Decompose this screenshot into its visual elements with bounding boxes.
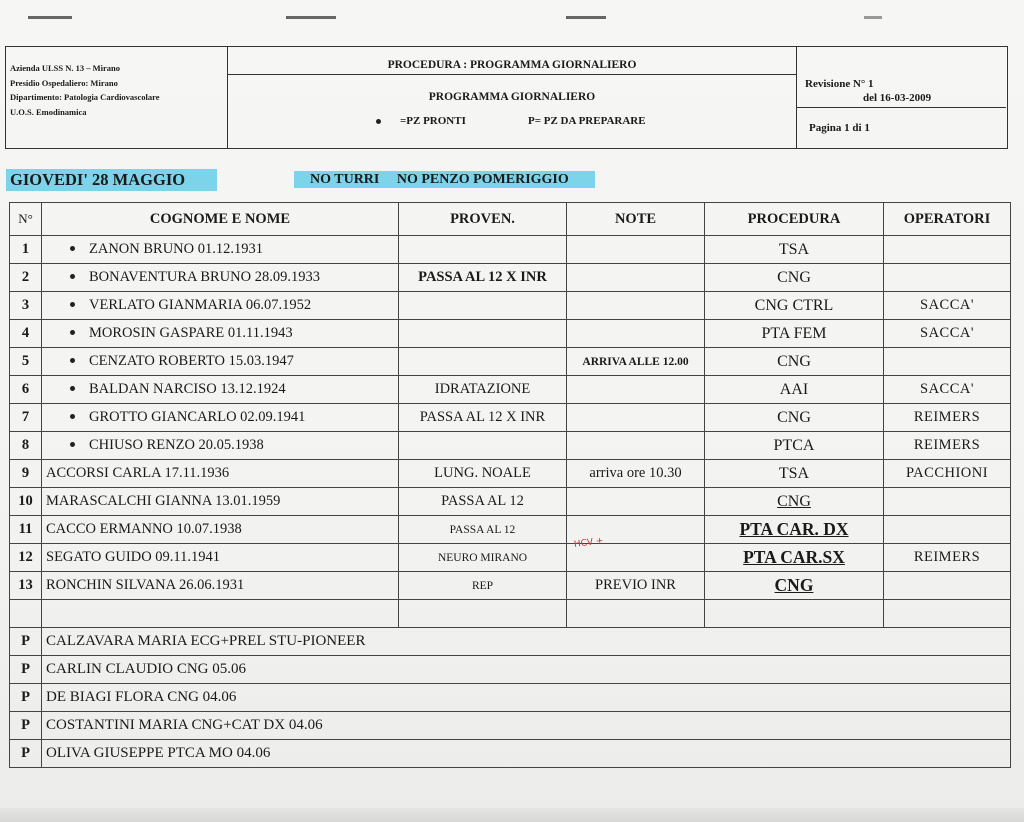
prep-mark: P [10, 712, 42, 740]
prep-row [10, 740, 1011, 768]
row-number: 2 [10, 264, 42, 292]
provenance-cell: PASSA AL 12 X INR [399, 264, 567, 292]
procedure-cell: CNG [705, 572, 884, 600]
bullet-icon [70, 274, 75, 279]
table-row [10, 572, 1011, 600]
provenance-cell: NEURO MIRANO [399, 544, 567, 572]
table-row [10, 264, 1011, 292]
handwritten-note: HCV + [573, 535, 605, 551]
note-cell [567, 404, 705, 432]
note-cell: PREVIO INR [567, 572, 705, 600]
patient-name: ZANON BRUNO 01.12.1931 [89, 241, 263, 257]
scan-edge [0, 808, 1024, 822]
provenance-cell [399, 236, 567, 264]
operator-cell: SACCA' [884, 320, 1011, 348]
table-row-empty [10, 600, 1011, 628]
day-notes [294, 172, 595, 194]
provenance-cell: PASSA AL 12 [399, 516, 567, 544]
day-title [6, 170, 217, 194]
col-operators: OPERATORI [884, 203, 1011, 236]
table-row [10, 432, 1011, 460]
col-note: NOTE [567, 203, 705, 236]
institution-line: Presidio Ospedaliero: Mirano [10, 77, 118, 88]
table-row [10, 320, 1011, 348]
procedure-cell: PTA CAR. DX [705, 516, 884, 544]
patient-name: CENZATO ROBERTO 15.03.1947 [89, 353, 294, 369]
procedure-title: PROCEDURA : PROGRAMMA GIORNALIERO [228, 47, 796, 75]
name-cell [42, 236, 399, 264]
bullet-icon [70, 330, 75, 335]
procedure-cell: TSA [705, 236, 884, 264]
table-row [10, 376, 1011, 404]
bullet-icon [70, 302, 75, 307]
provenance-cell [399, 320, 567, 348]
table-row [10, 292, 1011, 320]
procedure-cell: CNG [705, 348, 884, 376]
note-cell [567, 320, 705, 348]
legend [228, 115, 796, 129]
institution-block [6, 47, 228, 148]
document-header [5, 46, 1008, 149]
row-number: 11 [10, 516, 42, 544]
patient-name: MOROSIN GASPARE 01.11.1943 [89, 325, 293, 341]
row-number: 8 [10, 432, 42, 460]
name-cell [42, 264, 399, 292]
institution-line: Azienda ULSS N. 13 – Mirano [10, 63, 121, 73]
bullet-icon [70, 386, 75, 391]
legend-prepare: P= PZ DA PREPARARE [528, 115, 646, 127]
procedure-cell: PTA CAR.SX [705, 544, 884, 572]
prep-row [10, 712, 1011, 740]
bullet-icon [376, 119, 381, 124]
name-cell [42, 348, 399, 376]
patient-name: RONCHIN SILVANA 26.06.1931 [46, 577, 245, 593]
name-cell [42, 572, 399, 600]
title-block [228, 47, 797, 148]
row-number: 9 [10, 460, 42, 488]
table-header-row [10, 203, 1011, 236]
operator-cell: REIMERS [884, 432, 1011, 460]
operator-cell: SACCA' [884, 376, 1011, 404]
note-cell: ARRIVA ALLE 12.00 [567, 348, 705, 376]
name-cell [42, 460, 399, 488]
bullet-icon [70, 442, 75, 447]
table-row [10, 460, 1011, 488]
note-cell [567, 432, 705, 460]
table-row [10, 236, 1011, 264]
document-subtitle: PROGRAMMA GIORNALIERO [428, 91, 596, 103]
schedule-table [9, 202, 1011, 768]
procedure-cell: PTA FEM [705, 320, 884, 348]
prep-mark: P [10, 656, 42, 684]
bullet-icon [70, 358, 75, 363]
patient-name: MARASCALCHI GIANNA 13.01.1959 [46, 493, 281, 509]
name-cell [42, 432, 399, 460]
provenance-cell: IDRATAZIONE [399, 376, 567, 404]
patient-name: CACCO ERMANNO 10.07.1938 [46, 521, 242, 537]
table-row [10, 404, 1011, 432]
patient-name: SEGATO GUIDO 09.11.1941 [46, 549, 220, 565]
row-number: 6 [10, 376, 42, 404]
row-number: 13 [10, 572, 42, 600]
operator-cell: REIMERS [884, 404, 1011, 432]
note-cell: arriva ore 10.30 [567, 460, 705, 488]
operator-cell: SACCA' [884, 292, 1011, 320]
table-row [10, 488, 1011, 516]
procedure-cell: CNG [705, 404, 884, 432]
operator-cell [884, 236, 1011, 264]
row-number: 1 [10, 236, 42, 264]
name-cell [42, 544, 399, 572]
operator-cell: PACCHIONI [884, 460, 1011, 488]
row-number: 3 [10, 292, 42, 320]
prep-mark: P [10, 628, 42, 656]
provenance-cell [399, 348, 567, 376]
procedure-cell: CNG [705, 264, 884, 292]
row-number: 5 [10, 348, 42, 376]
col-provenance: PROVEN. [399, 203, 567, 236]
name-cell [42, 516, 399, 544]
operator-cell [884, 572, 1011, 600]
patient-name: GROTTO GIANCARLO 02.09.1941 [89, 409, 306, 425]
provenance-cell: PASSA AL 12 [399, 488, 567, 516]
provenance-cell [399, 432, 567, 460]
row-number: 4 [10, 320, 42, 348]
provenance-cell: LUNG. NOALE [399, 460, 567, 488]
note-cell [567, 236, 705, 264]
revision-info [797, 47, 1006, 108]
prep-row [10, 628, 1011, 656]
revision-number: Revisione N° 1 [805, 78, 874, 90]
row-number: 12 [10, 544, 42, 572]
day-label: GIOVEDI' 28 MAGGIO [6, 169, 217, 191]
prep-text: CARLIN CLAUDIO CNG 05.06 [42, 656, 1011, 684]
note-cell [567, 264, 705, 292]
note-cell [567, 488, 705, 516]
col-name: COGNOME E NOME [42, 203, 399, 236]
operator-cell [884, 516, 1011, 544]
name-cell [42, 292, 399, 320]
legend-ready: =PZ PRONTI [400, 115, 466, 127]
procedure-cell: TSA [705, 460, 884, 488]
prep-text: DE BIAGI FLORA CNG 04.06 [42, 684, 1011, 712]
page-number: Pagina 1 di 1 [809, 122, 870, 134]
prep-text: OLIVA GIUSEPPE PTCA MO 04.06 [42, 740, 1011, 768]
prep-mark: P [10, 684, 42, 712]
provenance-cell: REP [399, 572, 567, 600]
institution-line: U.O.S. Emodinamica [10, 106, 87, 117]
row-number: 10 [10, 488, 42, 516]
bullet-icon [70, 414, 75, 419]
prep-text: COSTANTINI MARIA CNG+CAT DX 04.06 [42, 712, 1011, 740]
patient-name: BONAVENTURA BRUNO 28.09.1933 [89, 269, 320, 285]
operator-cell [884, 264, 1011, 292]
note-cell [567, 292, 705, 320]
revision-block [797, 47, 1006, 148]
row-number: 7 [10, 404, 42, 432]
prep-row [10, 656, 1011, 684]
provenance-cell [399, 292, 567, 320]
name-cell [42, 376, 399, 404]
procedure-cell: AAI [705, 376, 884, 404]
operator-cell: REIMERS [884, 544, 1011, 572]
col-number: N° [10, 203, 42, 236]
patient-name: BALDAN NARCISO 13.12.1924 [89, 381, 286, 397]
table-row [10, 544, 1011, 572]
patient-name: CHIUSO RENZO 20.05.1938 [89, 437, 264, 453]
table-row [10, 348, 1011, 376]
operator-cell [884, 488, 1011, 516]
name-cell [42, 404, 399, 432]
note-cell [567, 376, 705, 404]
operator-cell [884, 348, 1011, 376]
procedure-cell: CNG CTRL [705, 292, 884, 320]
day-notes-label: NO TURRI NO PENZO POMERIGGIO [294, 171, 595, 188]
bullet-icon [70, 246, 75, 251]
revision-date: del 16-03-2009 [863, 92, 932, 104]
scan-marks [0, 12, 1024, 26]
prep-mark: P [10, 740, 42, 768]
patient-name: VERLATO GIANMARIA 06.07.1952 [89, 297, 312, 313]
procedure-cell: PTCA [705, 432, 884, 460]
col-procedure: PROCEDURA [705, 203, 884, 236]
name-cell [42, 320, 399, 348]
prep-text: CALZAVARA MARIA ECG+PREL STU-PIONEER [42, 628, 1011, 656]
prep-row [10, 684, 1011, 712]
procedure-cell: CNG [705, 488, 884, 516]
name-cell [42, 488, 399, 516]
provenance-cell: PASSA AL 12 X INR [399, 404, 567, 432]
institution-line: Dipartimento: Patologia Cardiovascolare [10, 92, 160, 102]
patient-name: ACCORSI CARLA 17.11.1936 [46, 465, 230, 481]
table-row [10, 516, 1011, 544]
